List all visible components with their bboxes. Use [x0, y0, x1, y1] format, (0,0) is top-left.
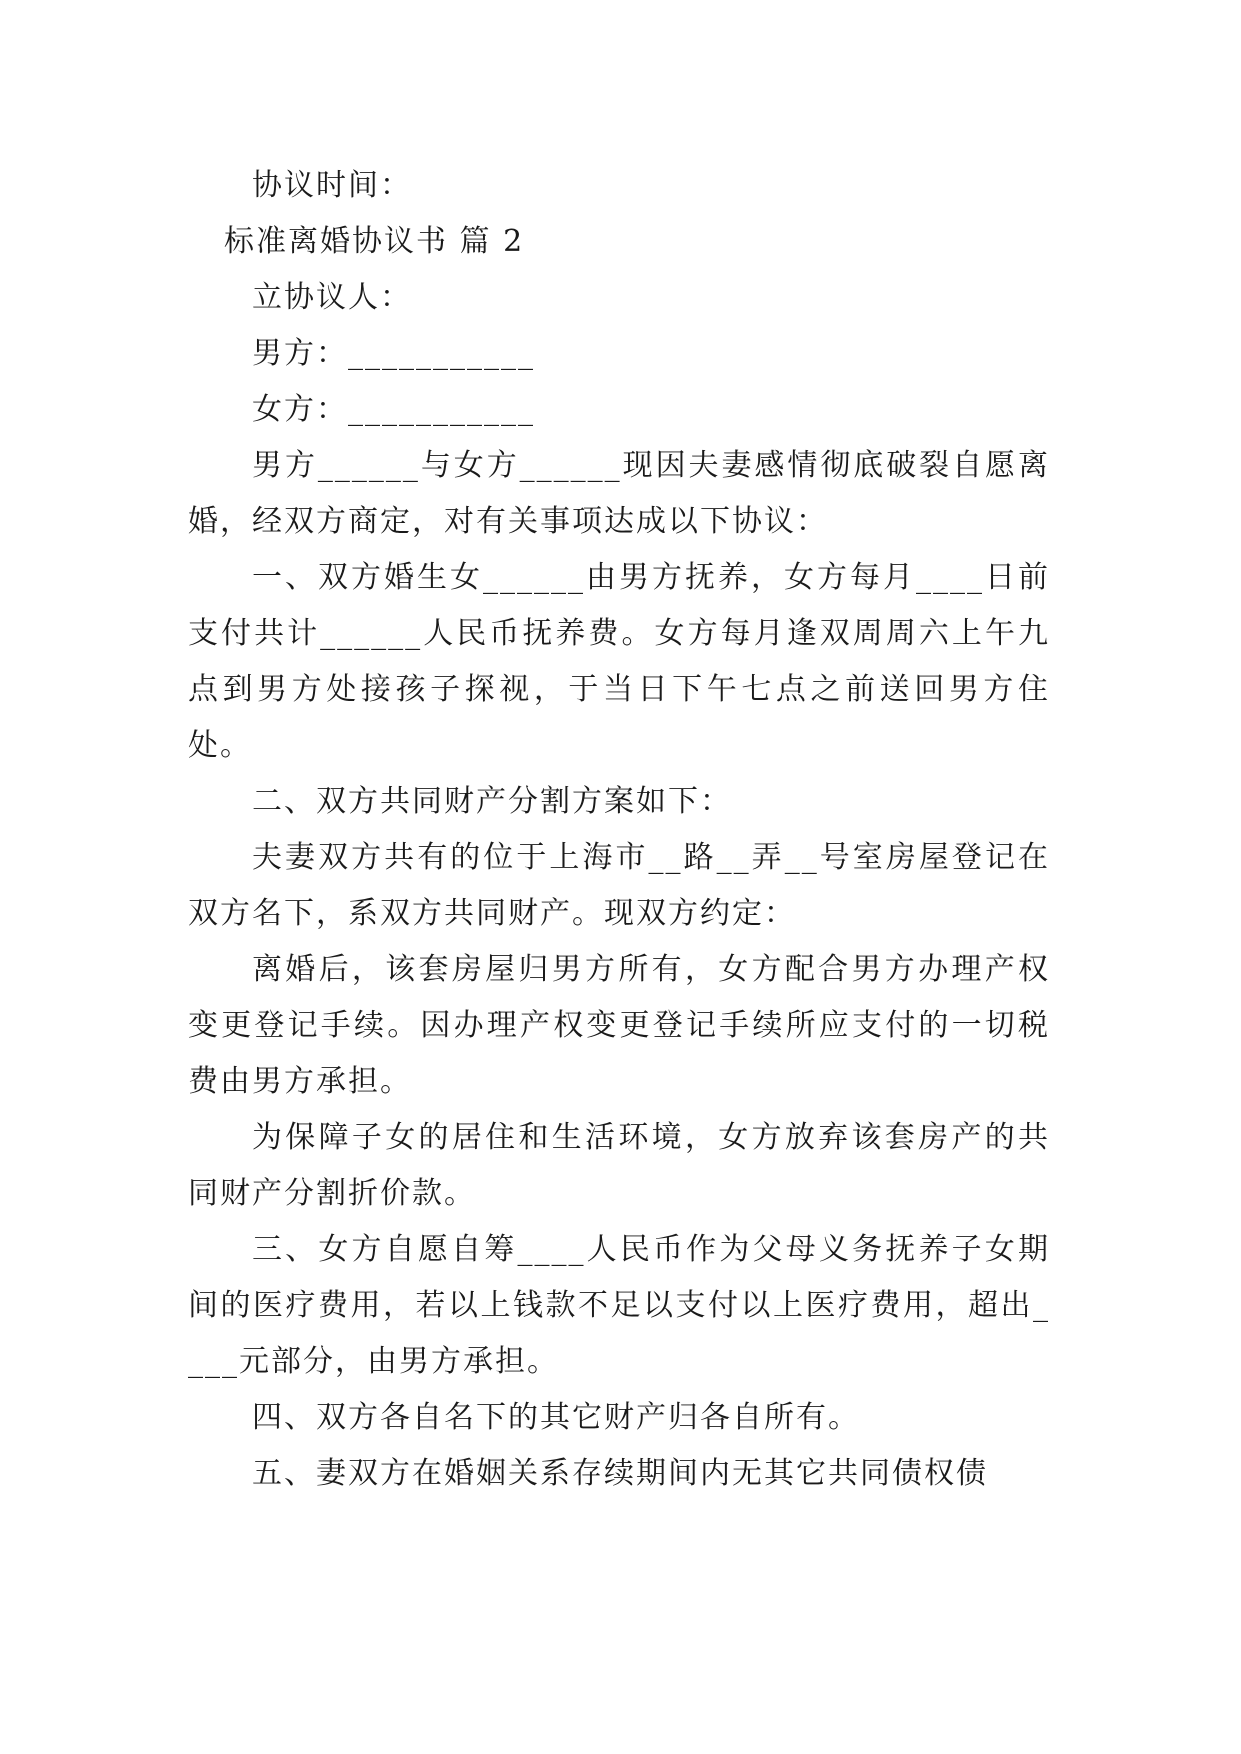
intro-paragraph: 男方______与女方______现因夫妻感情彻底破裂自愿离婚，经双方商定，对有关事项达成以下协议： [188, 448, 1050, 539]
clause-2-after-paragraph: 离婚后，该套房屋归男方所有，女方配合男方办理产权变更登记手续。因办理产权变更登记手续所应支付的一切税费由男方承担。 [188, 952, 1050, 1099]
clause-1-paragraph: 一、双方婚生女______由男方抚养，女方每月____日前支付共计______人民币抚养费。女方每月逢双周周六上午九点到男方处接孩子探视，于当日下午七点之前送回男方住处。 [188, 560, 1050, 763]
female-party-line: 女方：___________ [252, 392, 535, 427]
clause-2-title: 二、双方共同财产分割方案如下： [252, 784, 732, 819]
section-title: 标准离婚协议书 篇 2 [224, 224, 525, 259]
clause-4-paragraph: 四、双方各自名下的其它财产归各自所有。 [252, 1400, 860, 1435]
agreement-time-line: 协议时间： [252, 168, 412, 203]
clause-2-house-paragraph: 夫妻双方共有的位于上海市__路__弄__号室房屋登记在双方名下，系双方共同财产。现双方约定： [188, 840, 1050, 931]
male-party-line: 男方：___________ [252, 336, 535, 371]
clause-2-waive-paragraph: 为保障子女的居住和生活环境，女方放弃该套房产的共同财产分割折价款。 [188, 1120, 1050, 1211]
party-label: 立协议人： [252, 280, 412, 315]
clause-3-paragraph: 三、女方自愿自筹____人民币作为父母义务抚养子女期间的医疗费用，若以上钱款不足以支付以上医疗费用，超出____元部分，由男方承担。 [188, 1232, 1050, 1379]
document-body [188, 158, 1050, 1502]
clause-5-paragraph: 五、妻双方在婚姻关系存续期间内无其它共同债权债 [252, 1456, 988, 1491]
